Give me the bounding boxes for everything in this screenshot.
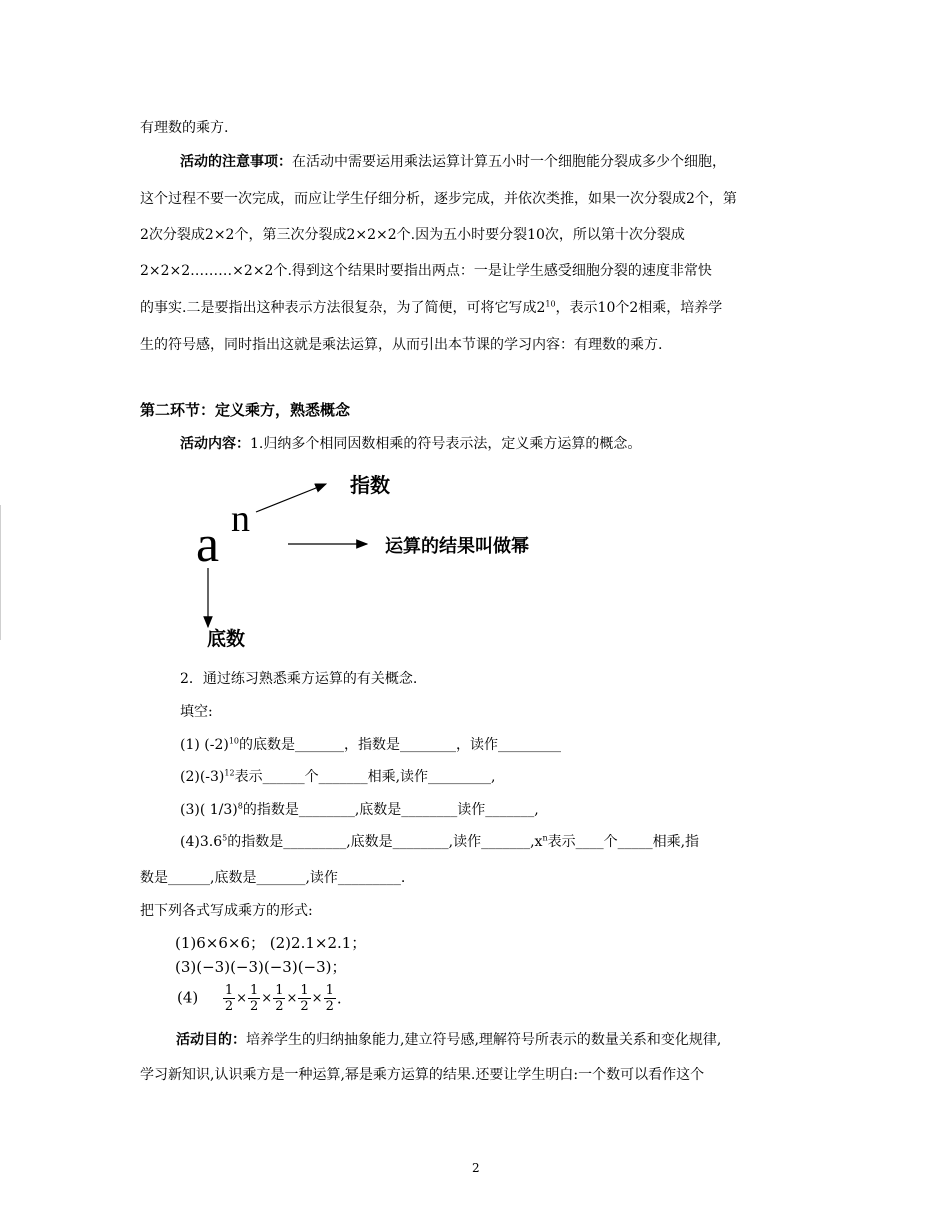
note-text: 在活动中需要运用乘法运算计算五小时一个细胞能分裂成多少个细胞， bbox=[292, 154, 726, 170]
intro-text: 的事实.二是要指出这种表示方法很复杂，为了简便，可将它写成2 bbox=[140, 300, 546, 316]
purpose-line: 学习新知识,认识乘方是一种运算,幂是乘方运算的结果.还要让学生明白:一个数可以看作这个 bbox=[140, 1067, 705, 1083]
exponent: 12 bbox=[224, 768, 235, 778]
question-3 bbox=[180, 799, 539, 819]
question-text: (2)(-3) bbox=[180, 769, 225, 785]
purpose-colon: ： bbox=[232, 1032, 246, 1048]
content-label: 活动内容： bbox=[180, 436, 250, 452]
fraction: $\frac{1}{2}$ bbox=[250, 983, 259, 1014]
item-number: (4) bbox=[177, 988, 199, 1007]
times-sign: × bbox=[311, 991, 323, 1006]
fraction: $\frac{1}{2}$ bbox=[275, 983, 284, 1014]
page-number: 2 bbox=[472, 1161, 480, 1175]
times-sign: × bbox=[286, 991, 298, 1006]
intro-line: 2×2×2………×2×2个.得到这个结果时要指出两点：一是让学生感受细胞分裂的速度非常快 bbox=[140, 263, 712, 279]
intro-line: 2次分裂成2×2个，第三次分裂成2×2×2个.因为五小时要分裂10次，所以第十次分裂成 bbox=[140, 227, 685, 243]
purpose-line bbox=[176, 1029, 721, 1049]
fill-label: 填空: bbox=[180, 704, 213, 720]
question-text: 表示____个_____相乘,指 bbox=[547, 834, 700, 850]
intro-text: ，表示10个2相乘，培养学 bbox=[555, 300, 723, 316]
question-4 bbox=[180, 831, 699, 851]
intro-line: 生的符号感，同时指出这就是乘法运算，从而引出本节课的学习内容：有理数的乘方. bbox=[140, 337, 663, 353]
fraction: $\frac{1}{2}$ bbox=[300, 983, 309, 1014]
exponent-label: 指数 bbox=[350, 473, 390, 497]
base-letter: a bbox=[196, 516, 220, 573]
exponent-arrow bbox=[256, 484, 326, 512]
practice-item: 2．通过练习熟悉乘方运算的有关概念. bbox=[180, 671, 418, 687]
question-text: 的指数是_________,底数是________,读作_______,x bbox=[227, 834, 543, 850]
base-label: 底数 bbox=[207, 628, 246, 650]
exponent: 5 bbox=[222, 833, 228, 843]
times-sign: × bbox=[261, 991, 273, 1006]
question-text: (1) (-2) bbox=[180, 737, 229, 753]
power-label: 运算的结果叫做幂 bbox=[385, 536, 529, 557]
times-sign: × bbox=[236, 991, 247, 1006]
question-text: (3)( 1/3) bbox=[180, 802, 238, 818]
write-item-1: (1)6×6×6； (2)2.1×2.1； bbox=[175, 934, 367, 952]
write-prompt: 把下列各式写成乘方的形式: bbox=[140, 903, 313, 919]
intro-line: 有理数的乘方. bbox=[140, 120, 229, 136]
question-1 bbox=[180, 734, 561, 754]
content-text: 1.归纳多个相同因数相乘的符号表示法，定义乘方运算的概念。 bbox=[250, 436, 642, 452]
question-4-cont: 数是______,底数是_______,读作_________. bbox=[140, 870, 406, 886]
section-heading: 第二环节：定义乘方，熟悉概念 bbox=[140, 401, 351, 419]
question-text: 的指数是________,底数是________读作_______, bbox=[242, 802, 539, 818]
purpose-text: 培养学生的归纳抽象能力,建立符号感,理解符号所表示的数量关系和变化规律, bbox=[246, 1032, 722, 1048]
fraction: $\frac{1}{2}$ bbox=[325, 983, 334, 1014]
exponent-letter: n bbox=[231, 498, 250, 540]
exponent: 10 bbox=[228, 736, 240, 746]
question-2 bbox=[180, 766, 496, 786]
exponent: n bbox=[542, 833, 548, 843]
exponent: 8 bbox=[237, 801, 243, 811]
write-item-4 bbox=[177, 983, 342, 1014]
question-text: 表示______个_______相乘,读作_________, bbox=[234, 769, 496, 785]
write-item-2: (3)(−3)(−3)(−3)(−3)； bbox=[175, 958, 347, 976]
intro-line: 这个过程不要一次完成，而应让学生仔细分析，逐步完成，并依次类推，如果一次分裂成2个，第 bbox=[140, 191, 737, 207]
fraction: $\frac{1}{2}$ bbox=[224, 983, 234, 1014]
purpose-label: 活动目的 bbox=[176, 1032, 232, 1048]
period: . bbox=[336, 989, 342, 1008]
exponent: 10 bbox=[545, 299, 556, 309]
note-label: 活动的注意事项 bbox=[180, 154, 278, 170]
question-text: (4)3.6 bbox=[180, 834, 223, 850]
note-colon: ： bbox=[278, 154, 292, 170]
question-text: 的底数是_______，指数是________，读作_________ bbox=[239, 737, 562, 753]
